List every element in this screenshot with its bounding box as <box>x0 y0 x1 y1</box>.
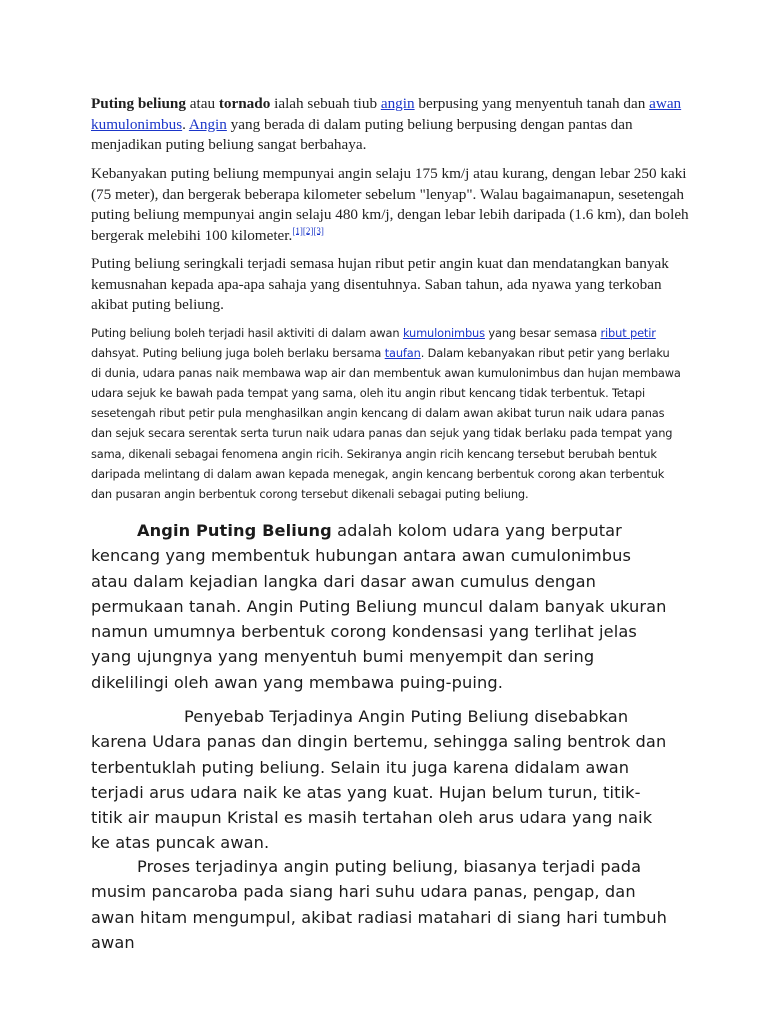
text-run: yang besar semasa <box>484 326 601 340</box>
bold-term-angin-puting-beliung: Angin Puting Beliung <box>137 521 332 540</box>
paragraph-causes <box>91 704 671 856</box>
reference-links[interactable]: [1][2][3] <box>292 225 324 236</box>
text-run: berpusing yang menyentuh tanah dan <box>414 95 650 112</box>
paragraph-process <box>91 854 671 955</box>
text-run: Proses terjadinya angin puting beliung, biasanya terjadi pada musim pancaroba pada siang hari suhu udara panas, pengap, dan awan hitam mengumpul, akibat radiasi matahari di siang hari tumbuh awan <box>91 857 667 952</box>
text-run: Penyebab Terjadinya Angin Puting Beliung disebabkan karena Udara panas dan dingin bertemu, sehingga saling bentrok dan terbentuklah puting beliung. Selain itu juga karena didalam awan terjadi arus udara naik ke atas yang kuat. Hujan belum turun, titik-titik air maupun Kristal es masih tertahan oleh arus udara yang naik ke atas puncak awan. <box>91 707 667 853</box>
link-kumulonimbus[interactable]: kumulonimbus <box>402 326 485 340</box>
link-taufan[interactable]: taufan <box>384 346 421 361</box>
link-angin[interactable]: angin <box>380 95 415 112</box>
paragraph-intro <box>91 94 691 156</box>
text-run: . <box>182 115 189 133</box>
paragraph-damage <box>91 254 691 316</box>
text-run: ialah sebuah tiub <box>270 95 381 112</box>
paragraph-definition <box>91 518 671 695</box>
link-awan-kumulonimbus[interactable]: awan kumulonimbus <box>91 95 682 133</box>
text-run: atau <box>185 95 219 112</box>
paragraph-formation <box>91 323 681 504</box>
link-angin-2[interactable]: Angin <box>188 115 227 133</box>
text-run: yang berada di dalam puting beliung berpusing dengan pantas dan menjadikan puting beliung sangat berbahaya. <box>91 115 633 153</box>
bold-term-puting-beliung: Puting beliung <box>91 95 186 112</box>
text-run: dahsyat. Puting beliung juga boleh berlaku bersama <box>91 346 385 361</box>
text-run: adalah kolom udara yang berputar kencang yang membentuk hubungan antara awan cumulonimbus atau dalam kejadian langka dari dasar awan cumulus dengan permukaan tanah. Angin Puting Beliung muncul dalam banyak ukuran namun umumnya berbentuk corong kondensasi yang terlihat jelas yang ujungnya yang menyentuh bumi menyempit dan sering dikelilingi oleh awan yang membawa puing-puing. <box>91 521 667 692</box>
text-run: Puting beliung boleh terjadi hasil aktiviti di dalam awan <box>91 326 403 340</box>
bold-term-tornado: tornado <box>218 95 271 112</box>
paragraph-wind-speed <box>91 164 691 246</box>
text-run: Puting beliung seringkali terjadi semasa hujan ribut petir angin kuat dan mendatangkan banyak kemusnahan kepada apa-apa sahaja yang disentuhnya. Saban tahun, ada nyawa yang terkoban akibat puting beliung. <box>91 255 669 313</box>
text-run: . Dalam kebanyakan ribut petir yang berlaku di dunia, udara panas naik membawa wap air dan membentuk awan kumulonimbus dan hujan membawa udara sejuk ke bawah pada tempat yang sama, oleh itu angin ribut kencang tidak terbentuk. Tetapi sesetengah ribut petir pula menghasilkan angin kencang di dalam awan akibat turun naik udara panas dan sejuk secara serentak serta turun naik udara panas dan sejuk yang tidak berlaku pada tempat yang sama, dikenali sebagai fenomena angin ricih. Sekiranya angin ricih kencang tersebut berubah bentuk daripada melintang di dalam awan kepada menegak, angin kencang berbentuk corong akan terbentuk dan pusaran angin berbentuk corong tersebut dikenali sebagai puting beliung. <box>91 346 681 501</box>
link-ribut-petir[interactable]: ribut petir <box>600 326 656 340</box>
text-run: Kebanyakan puting beliung mempunyai angin selaju 175 km/j atau kurang, dengan lebar 250 kaki (75 meter), dan bergerak beberapa kilometer sebelum "lenyap". Walau bagaimanapun, sesetengah puting beliung mempunyai angin selaju 480 km/j, dengan lebar lebih daripada (1.6 km), dan boleh bergerak melebihi 100 kilometer. <box>91 165 689 244</box>
